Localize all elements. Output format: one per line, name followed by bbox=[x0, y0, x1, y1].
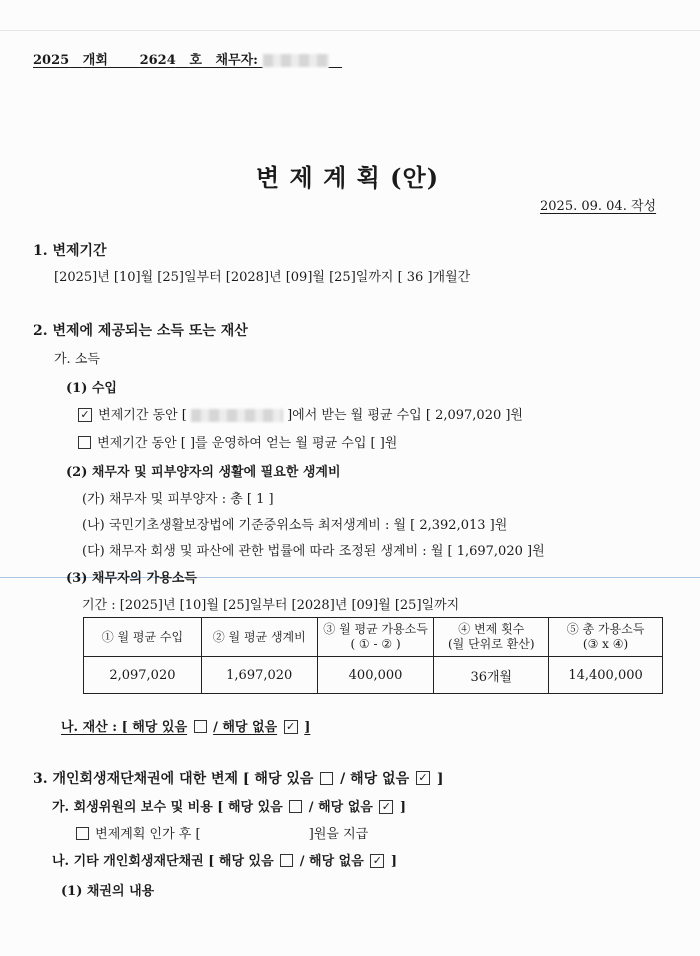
section-3-heading bbox=[33, 768, 443, 788]
header-cell: ⑤ 총 가용소득 (③ x ④) bbox=[549, 618, 663, 657]
trustee-payment-text-start: 변제계획 인가 후 [ bbox=[95, 827, 201, 842]
property-has-checkbox[interactable] bbox=[194, 720, 207, 733]
property-text-mid: / 해당 없음 bbox=[213, 720, 278, 735]
scan-edge-line bbox=[0, 30, 700, 31]
case-header bbox=[33, 49, 342, 68]
section-3-text-mid: / 해당 없음 bbox=[340, 771, 410, 787]
empty-checkbox[interactable] bbox=[78, 436, 91, 449]
written-date: 2025. 09. 04. 작성 bbox=[540, 199, 657, 214]
income-heading: (1) 수입 bbox=[66, 381, 117, 396]
trustee-has-checkbox[interactable] bbox=[289, 800, 302, 813]
income1-text-end: ]에서 받는 월 평균 수입 [ 2,097,020 ]원 bbox=[287, 408, 523, 423]
case-year: 2025 bbox=[33, 53, 70, 68]
monthly-income-value: 2,097,020 bbox=[84, 657, 202, 694]
trustee-text-start: 가. 회생위원의 보수 및 비용 [ 해당 있음 bbox=[52, 800, 283, 815]
property-text-end: ] bbox=[304, 720, 311, 735]
redacted-debtor-name bbox=[263, 54, 329, 67]
table-header-row bbox=[84, 618, 663, 657]
living-cost-dependents: (가) 채무자 및 피부양자 : 총 [ 1 ] bbox=[82, 492, 274, 507]
monthly-living-cost-value: 1,697,020 bbox=[201, 657, 317, 694]
section-3-text-end: ] bbox=[436, 771, 444, 787]
income-option-salary bbox=[76, 404, 523, 423]
trustee-text-mid: / 해당 없음 bbox=[308, 800, 373, 815]
debtor-label: 채무자: bbox=[215, 53, 258, 68]
other-claim-text-end: ] bbox=[390, 854, 398, 869]
income-subsection: 가. 소득 bbox=[54, 352, 100, 367]
property-line bbox=[61, 716, 310, 735]
trustee-text-end: ] bbox=[399, 800, 407, 815]
section-1-heading: 1. 변제기간 bbox=[33, 243, 107, 259]
estate-claim-none-checkbox[interactable]: ✓ bbox=[416, 771, 430, 785]
document-title: 변 제 계 획 (안) bbox=[256, 163, 440, 192]
living-cost-adjusted: (다) 채무자 회생 및 파산에 관한 법률에 따라 조정된 생계비 : 월 [ 1,697,020 ]원 bbox=[82, 544, 545, 559]
income2-text: 변제기간 동안 [ ]를 운영하여 얻는 월 평균 수입 [ ]원 bbox=[97, 436, 398, 451]
other-claim-has-checkbox[interactable] bbox=[280, 854, 293, 867]
other-claim-none-checkbox[interactable]: ✓ bbox=[370, 854, 384, 868]
trustee-payment-text-end: ]원을 지급 bbox=[308, 827, 369, 842]
other-claim-text-mid: / 해당 없음 bbox=[299, 854, 364, 869]
header-cell: ④ 변제 횟수 (월 단위로 환산) bbox=[434, 618, 549, 657]
property-text-start: 나. 재산 : [ 해당 있음 bbox=[61, 720, 188, 735]
repayment-count-value: 36개월 bbox=[434, 657, 549, 694]
income-option-business bbox=[76, 432, 397, 451]
estate-claim-has-checkbox[interactable] bbox=[320, 772, 333, 785]
trustee-none-checkbox[interactable]: ✓ bbox=[379, 800, 393, 814]
total-available-income-value: 14,400,000 bbox=[549, 657, 663, 694]
trustee-fee-line bbox=[52, 796, 406, 815]
living-cost-heading: (2) 채무자 및 피부양자의 생활에 필요한 생계비 bbox=[66, 465, 341, 480]
claim-content-heading: (1) 채권의 내용 bbox=[61, 884, 155, 899]
other-estate-claim-line bbox=[52, 850, 397, 869]
section-2-heading: 2. 변제에 제공되는 소득 또는 재산 bbox=[33, 323, 248, 339]
other-claim-text-start: 나. 기타 개인회생재단채권 [ 해당 있음 bbox=[52, 854, 274, 869]
living-cost-minimum: (나) 국민기초생활보장법에 기준중위소득 최저생계비 : 월 [ 2,392,013 ]원 bbox=[82, 518, 508, 533]
case-suffix: 호 bbox=[189, 53, 202, 68]
case-number: 2624 bbox=[139, 53, 176, 68]
table-row bbox=[84, 657, 663, 694]
trustee-payment-line bbox=[74, 823, 368, 842]
monthly-available-income-value: 400,000 bbox=[317, 657, 434, 694]
trustee-payment-checkbox[interactable] bbox=[76, 827, 89, 840]
case-year-suffix: 개회 bbox=[82, 53, 108, 68]
available-income-period: 기간 : [2025]년 [10]월 [25]일부터 [2028]년 [09]월 [25]일까지 bbox=[82, 598, 460, 613]
section-3-text-start: 3. 개인회생재단채권에 대한 변제 [ 해당 있음 bbox=[33, 771, 314, 787]
income1-text-start: 변제기간 동안 [ bbox=[98, 408, 187, 423]
checked-checkbox[interactable]: ✓ bbox=[78, 408, 92, 422]
repayment-period: [2025]년 [10]월 [25]일부터 [2028]년 [09]월 [25]일까지 [ 36 ]개월간 bbox=[54, 270, 471, 285]
header-cell: ① 월 평균 수입 bbox=[84, 618, 202, 657]
header-cell: ② 월 평균 생계비 bbox=[201, 618, 317, 657]
available-income-table bbox=[83, 617, 663, 694]
header-cell: ③ 월 평균 가용소득 ( ① - ② ) bbox=[317, 618, 434, 657]
property-none-checkbox[interactable]: ✓ bbox=[284, 720, 298, 734]
available-income-heading: (3) 채무자의 가용소득 bbox=[66, 571, 197, 586]
redacted-employer bbox=[191, 409, 283, 422]
